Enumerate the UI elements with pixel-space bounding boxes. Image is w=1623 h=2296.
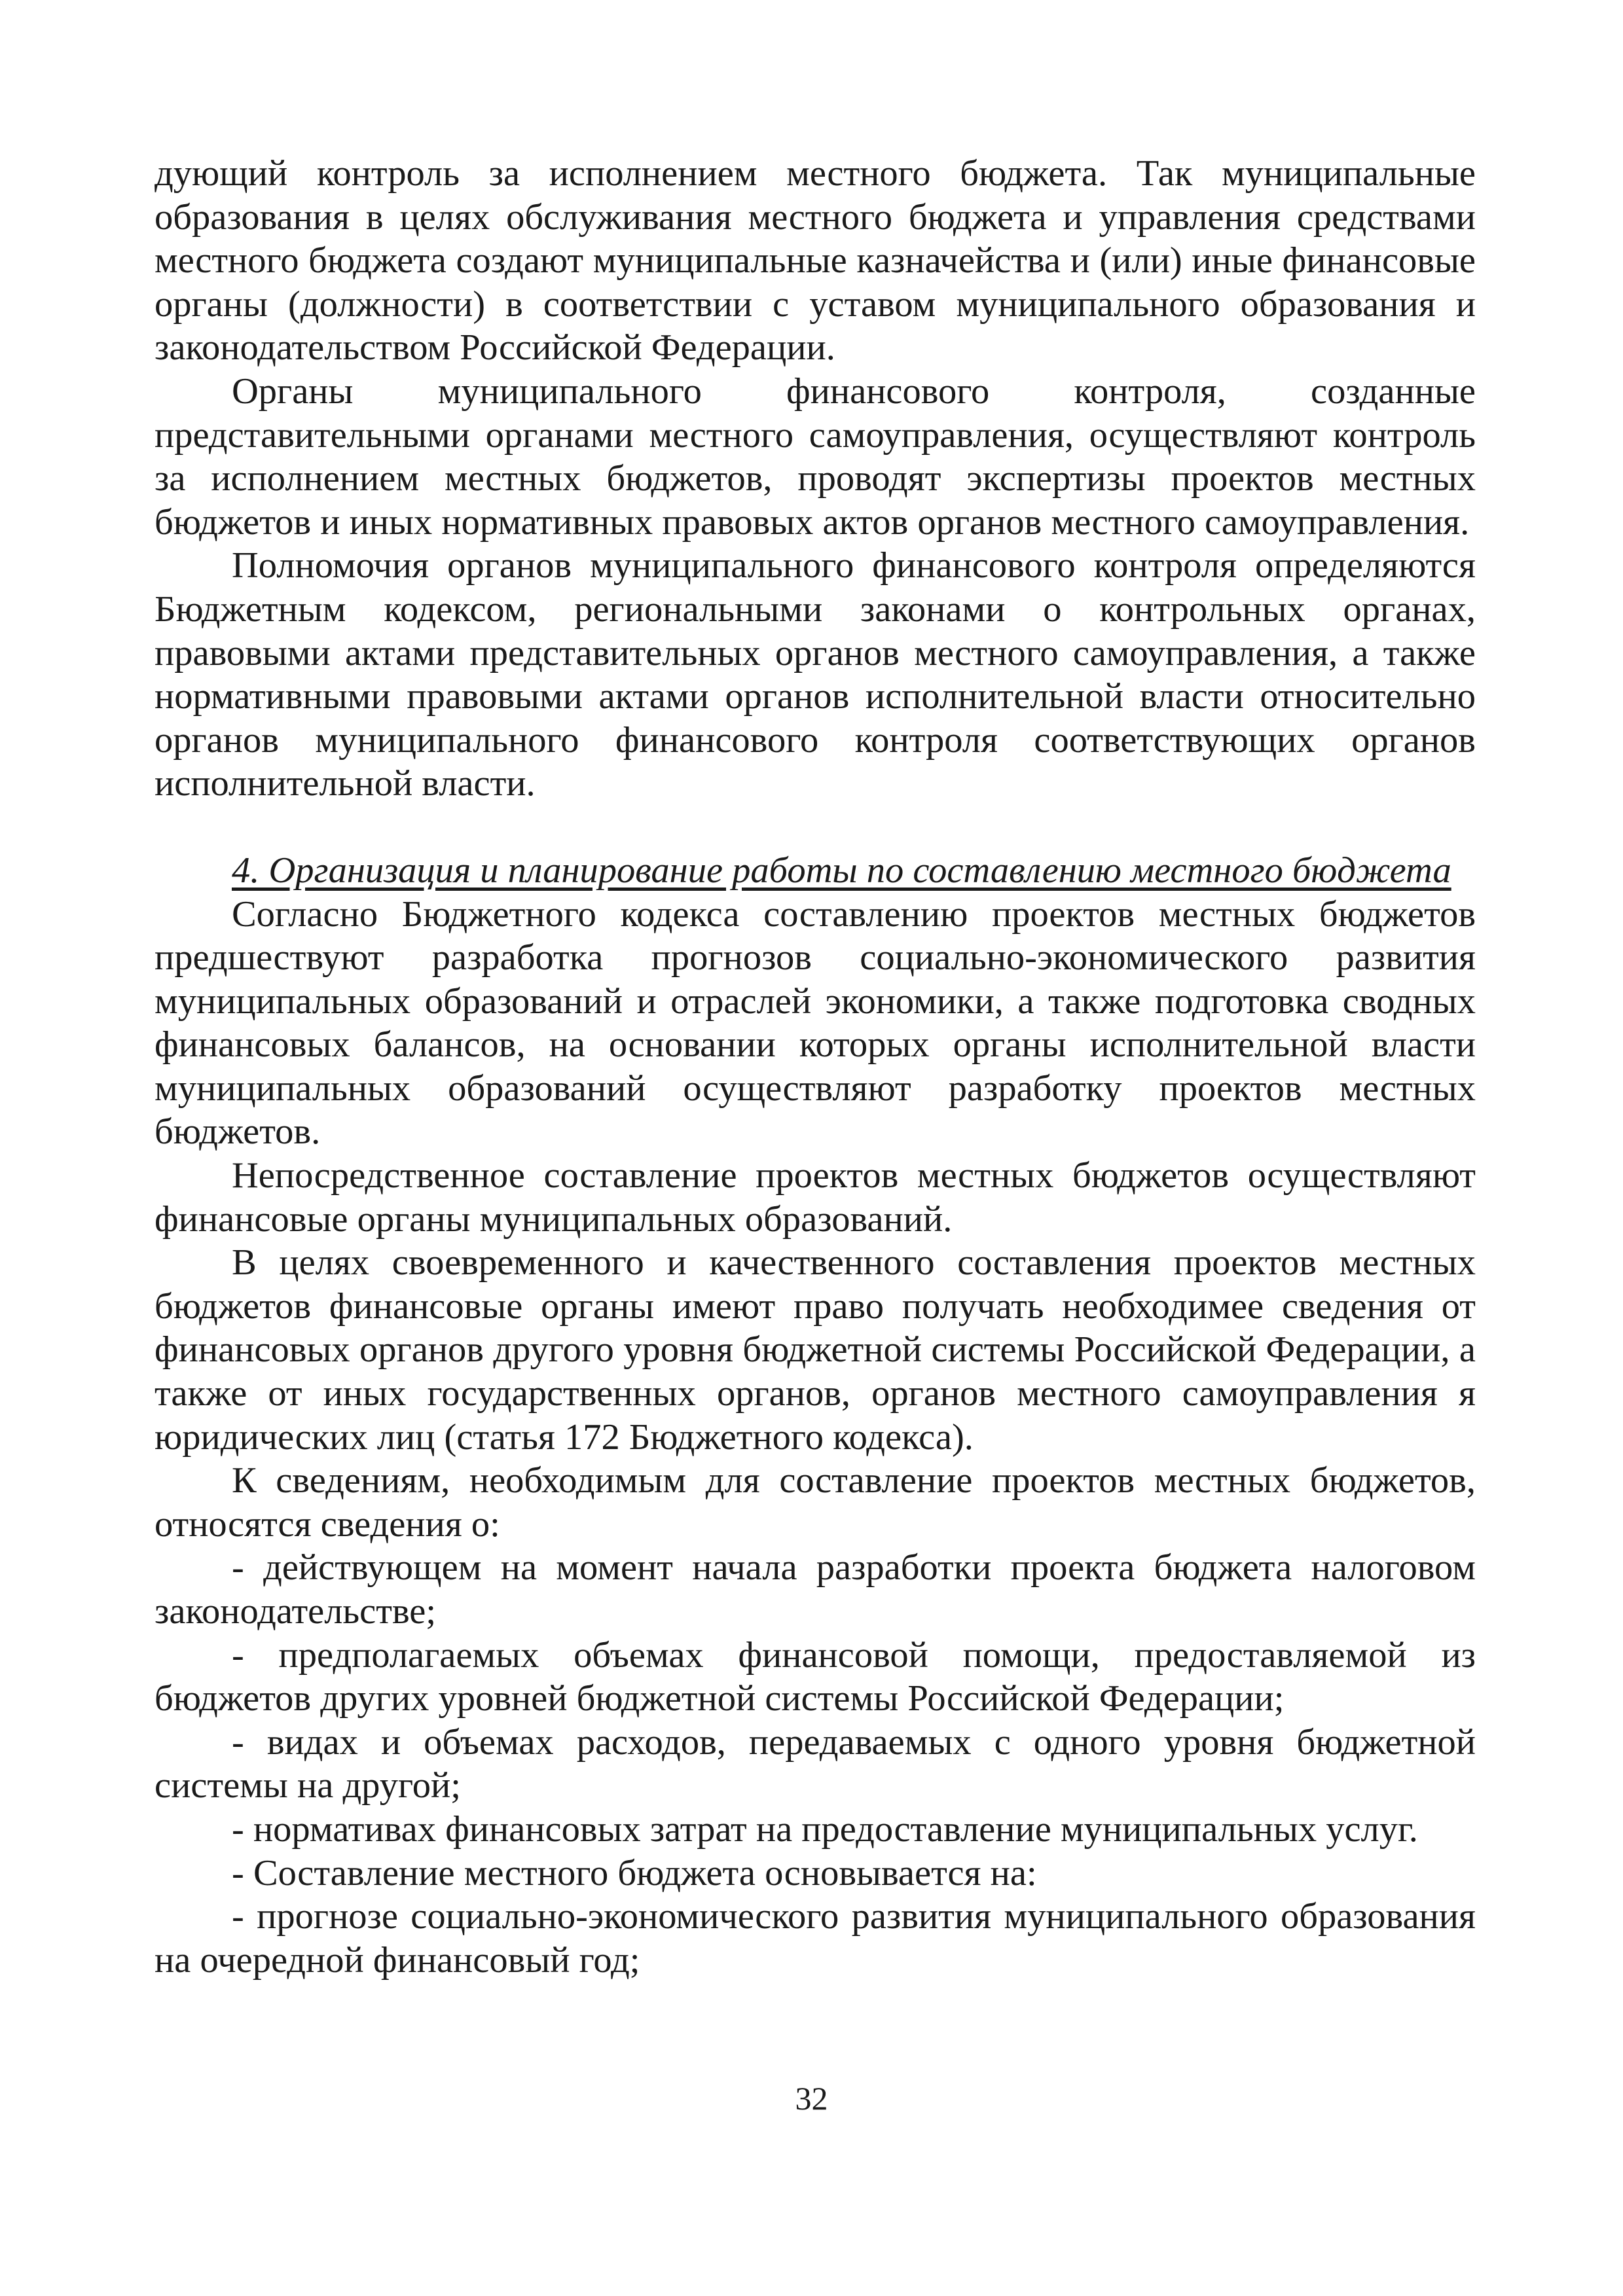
paragraph-3: Полномочия органов муниципального финансового контроля определяются Бюджетным кодексом, региональными законами о контрольных органах, правовыми актами представительных органов местного самоуправления, а также нормативными правовыми актами органов исполнительной власти относительно органов муниципального финансового контроля соответствующих органов исполнительной власти. xyxy=(155,545,1476,804)
paragraph-4: Согласно Бюджетного кодекса составлению проектов местных бюджетов предшествуют разработка прогнозов социально-экономического развития муниципальных образований и отраслей экономики, а также подготовка сводных финансовых балансов, на основании которых органы исполнительной власти муниципальных образований осуществляют разработку проектов местных бюджетов. xyxy=(155,893,1476,1153)
page-number: 32 xyxy=(795,2080,828,2117)
paragraph-7: К сведениям, необходимым для составление проектов местных бюджетов, относятся сведения о: xyxy=(155,1460,1476,1545)
paragraph-1: дующий контроль за исполнением местного бюджета. Так муниципальные образования в целях обслуживания местного бюджета и управления средствами местного бюджета создают муниципальные казначейства и (или) иные финансовые органы (должности) в соответствии с уставом муниципального образования и законодательством Российской Федерации. xyxy=(155,153,1476,368)
document-page xyxy=(155,152,1476,1982)
section-spacer xyxy=(155,806,1476,849)
paragraph-6: В целях своевременного и качественного составления проектов местных бюджетов финансовые органы имеют право получать необходимее сведения от финансовых органов другого уровня бюджетной системы Российской Федерации, а также от иных государственных органов, органов местного самоуправления я юридических лиц (статья 172 Бюджетного кодекса). xyxy=(155,1242,1476,1458)
list-item: - предполагаемых объемах финансовой помощи, предоставляемой из бюджетов других уровней бюджетной системы Российской Федерации; xyxy=(155,1634,1476,1719)
paragraph-2: Органы муниципального финансового контроля, созданные представительными органами местного самоуправления, осуществляют контроль за исполнением местных бюджетов, проводят экспертизы проектов местных бюджетов и иных нормативных правовых актов органов местного самоуправления. xyxy=(155,370,1476,543)
list-item: - прогнозе социально-экономического развития муниципального образования на очередной финансовый год; xyxy=(155,1896,1476,1981)
list-item: - действующем на момент начала разработки проекта бюджета налоговом законодательстве; xyxy=(155,1547,1476,1632)
section-heading: 4. Организация и планирование работы по составлению местного бюджета xyxy=(232,850,1451,891)
list-item: - Составление местного бюджета основывается на: xyxy=(232,1852,1037,1893)
list-item: - видах и объемах расходов, передаваемых с одного уровня бюджетной системы на другой; xyxy=(155,1721,1476,1806)
paragraph-5: Непосредственное составление проектов местных бюджетов осуществляют финансовые органы муниципальных образований. xyxy=(155,1155,1476,1240)
list-item: - нормативах финансовых затрат на предоставление муниципальных услуг. xyxy=(232,1808,1418,1850)
